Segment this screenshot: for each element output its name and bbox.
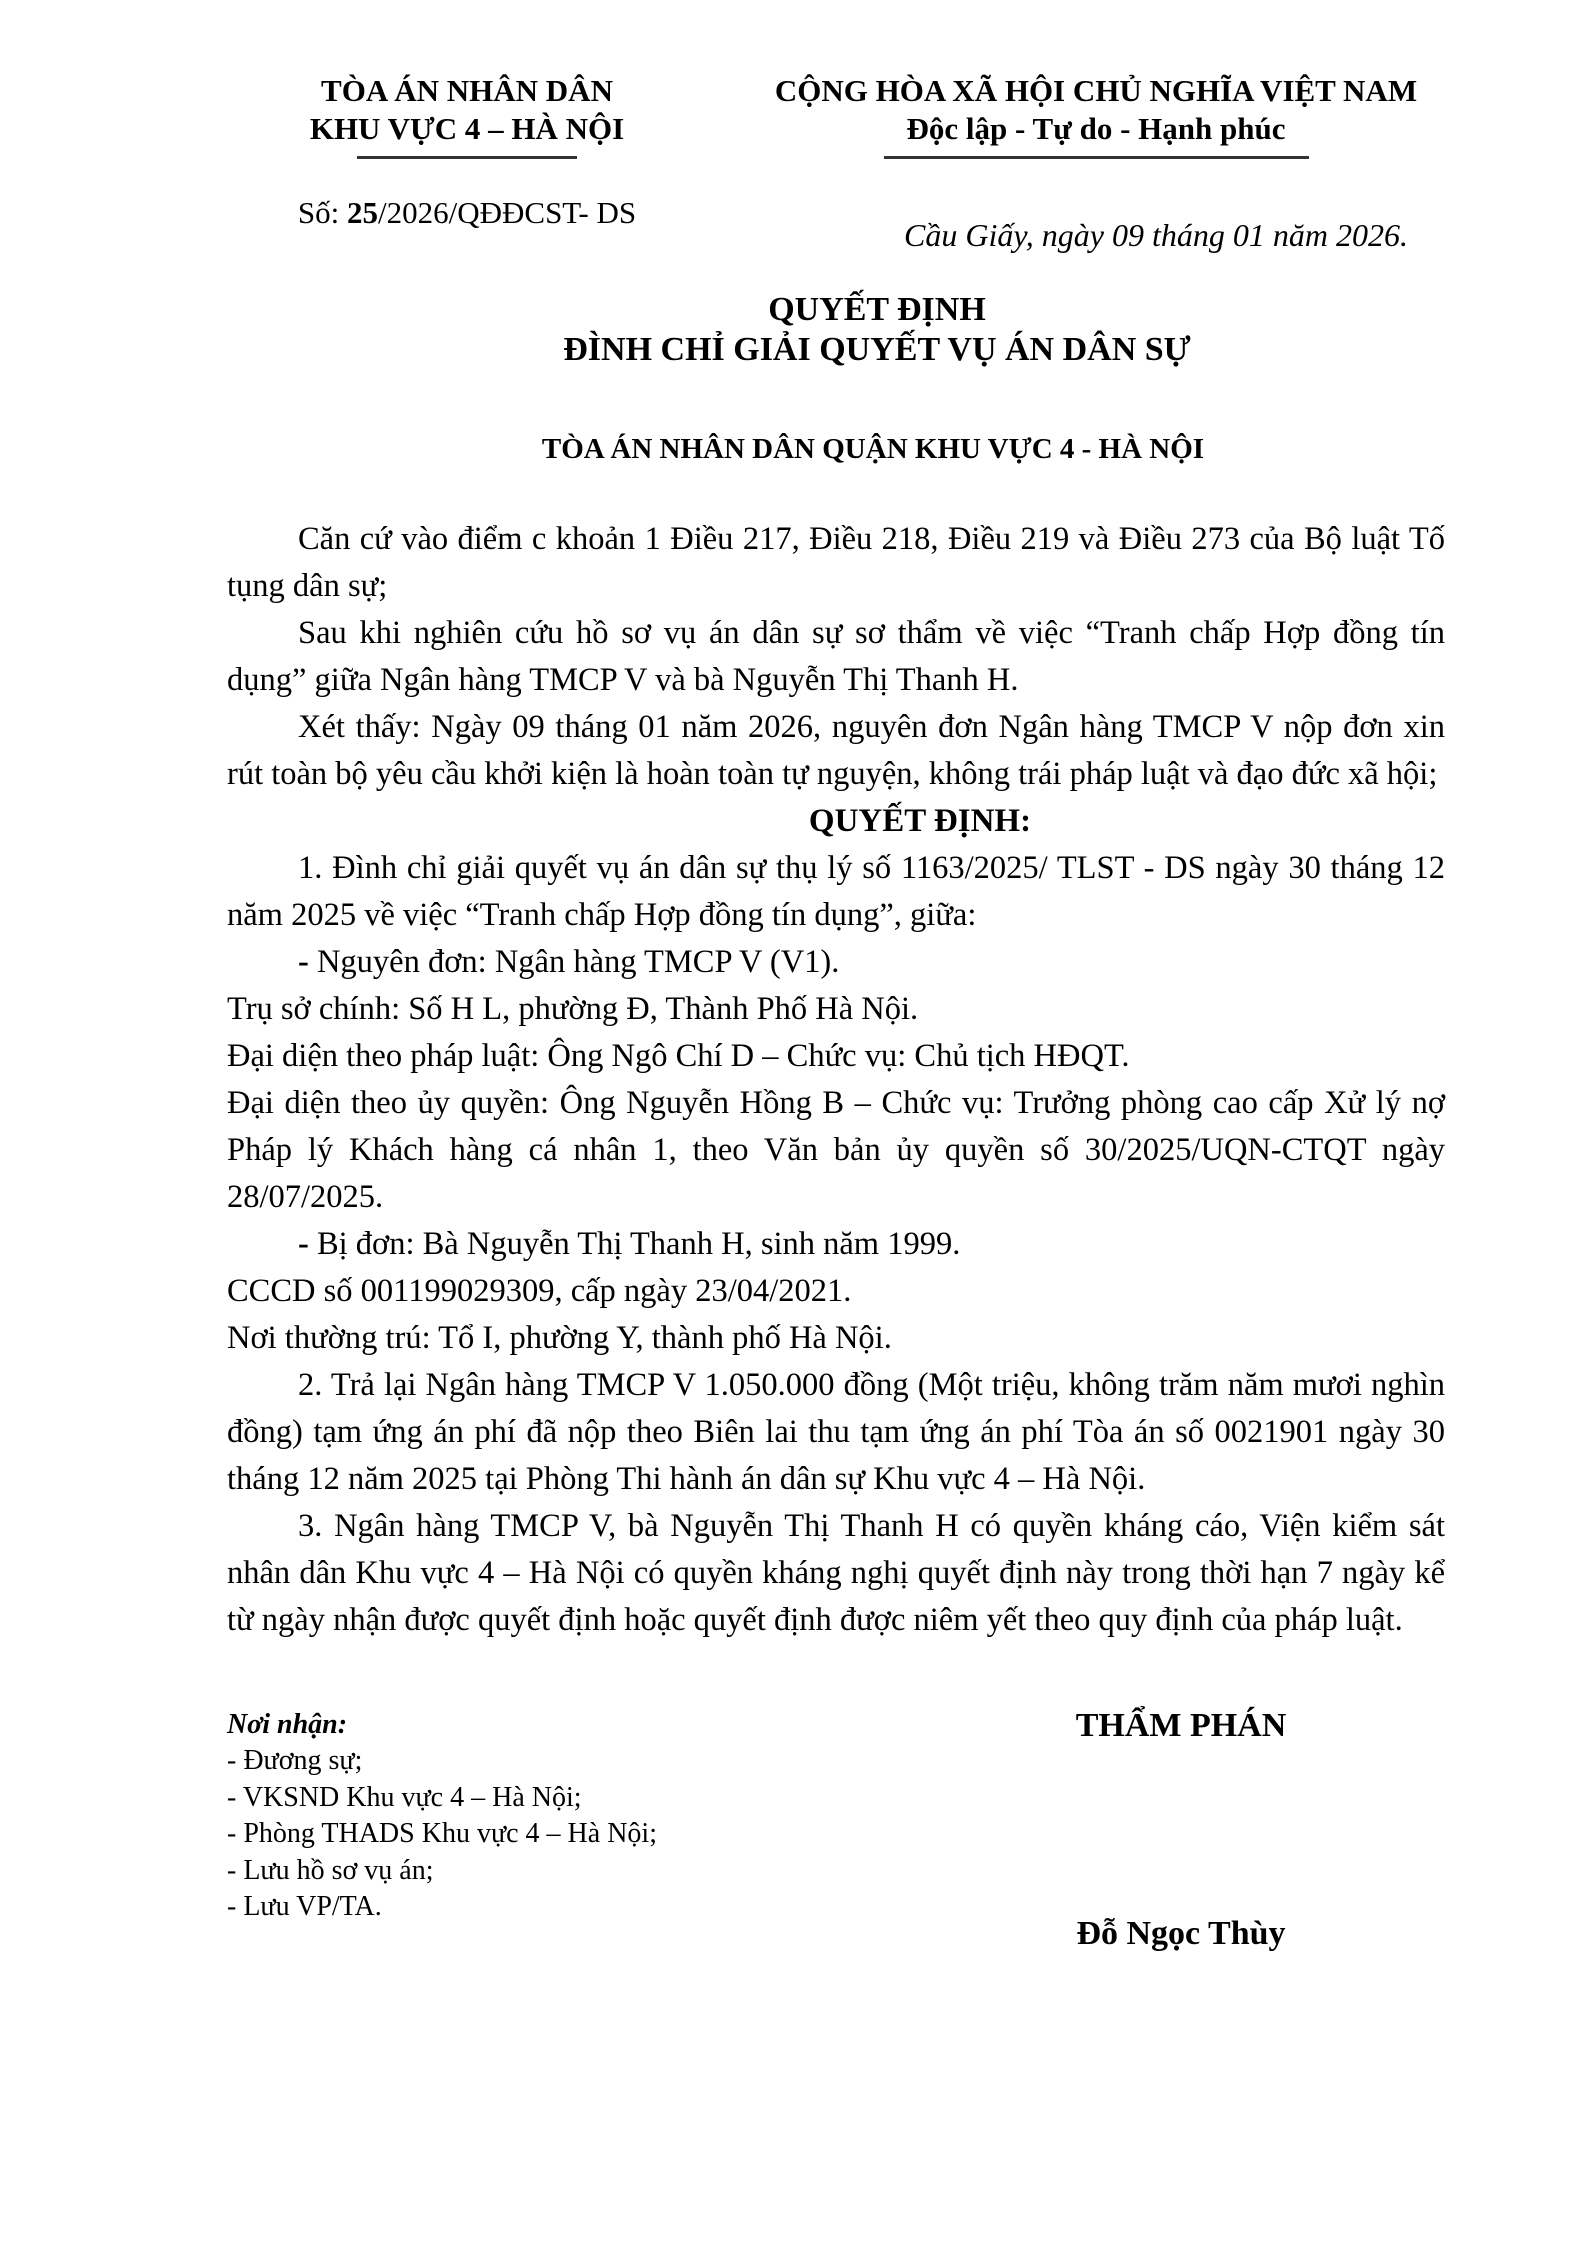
national-motto-underline: [884, 156, 1309, 159]
plaintiff-dash: -: [298, 944, 309, 980]
preamble-paragraph-3: Xét thấy: Ngày 09 tháng 01 năm 2026, nguyên đơn Ngân hàng TMCP V nộp đơn xin rút toàn bộ yêu cầu khởi kiện là hoàn toàn tự nguyện, không trái pháp luật và đạo đức xã hội;: [227, 709, 1445, 792]
document-header: [0, 0, 1586, 254]
preamble-paragraph-1: Căn cứ vào điểm c khoản 1 Điều 217, Điều 218, Điều 219 và Điều 273 của Bộ luật Tố tụng dân sự;: [227, 521, 1445, 604]
defendant-text: Bị đơn: Bà Nguyễn Thị Thanh H, sinh năm 1999.: [308, 1226, 961, 1262]
recipient-item: - VKSND Khu vực 4 – Hà Nội;: [227, 1781, 582, 1813]
recipients-block: [227, 1706, 827, 1954]
defendant-residence: Nơi thường trú: Tổ I, phường Y, thành phố Hà Nội.: [227, 1320, 892, 1356]
page-title-line2: ĐÌNH CHỈ GIẢI QUYẾT VỤ ÁN DÂN SỰ: [563, 331, 1191, 368]
signer-title: THẨM PHÁN: [1075, 1707, 1287, 1744]
plaintiff-line: [227, 939, 1445, 986]
defendant-dash: -: [298, 1226, 309, 1262]
recipient-item: - Lưu hồ sơ vụ án;: [227, 1854, 434, 1886]
signer-name: Đỗ Ngọc Thùy: [1076, 1915, 1286, 1952]
document-number-label: Số:: [297, 195, 347, 230]
decision-item-2: 2. Trả lại Ngân hàng TMCP V 1.050.000 đồng (Một triệu, không trăm năm mươi nghìn đồng) tạm ứng án phí đã nộp theo Biên lai thu tạm ứng án phí Tòa án số 0021901 ngày 30 tháng 12 năm 2025 tại Phòng Thi hành án dân sự Khu vực 4 – Hà Nội.: [227, 1367, 1445, 1497]
court-name-underline: [357, 156, 577, 159]
court-name-line2: KHU VỰC 4 – HÀ NỘI: [309, 111, 625, 146]
plaintiff-text: Nguyên đơn: Ngân hàng TMCP V (V1).: [308, 944, 840, 980]
court-name-line1: TÒA ÁN NHÂN DÂN: [321, 73, 613, 108]
defendant-id-card: CCCD số 001199029309, cấp ngày 23/04/2021.: [227, 1273, 852, 1309]
decision-item-3: 3. Ngân hàng TMCP V, bà Nguyễn Thị Thanh H có quyền kháng cáo, Viện kiểm sát nhân dân Khu vực 4 – Hà Nội có quyền kháng nghị quyết định này trong thời hạn 7 ngày kể từ ngày nhận được quyết định hoặc quyết định được niêm yết theo quy định của pháp luật.: [227, 1508, 1445, 1638]
legal-representative: Đại diện theo pháp luật: Ông Ngô Chí D – Chức vụ: Chủ tịch HĐQT.: [227, 1038, 1130, 1074]
document-body: [227, 516, 1445, 1644]
plaintiff-headquarters: Trụ sở chính: Số H L, phường Đ, Thành Phố Hà Nội.: [227, 991, 919, 1027]
document-number: [267, 195, 667, 231]
recipient-item: - Đương sự;: [227, 1745, 363, 1776]
national-title: CỘNG HÒA XÃ HỘI CHỦ NGHĨA VIỆT NAM: [774, 73, 1418, 108]
national-motto: Độc lập - Tự do - Hạnh phúc: [906, 111, 1286, 146]
decision-heading: QUYẾT ĐỊNH:: [808, 803, 1032, 839]
decision-item-1: 1. Đình chỉ giải quyết vụ án dân sự thụ lý số 1163/2025/ TLST - DS ngày 30 tháng 12 năm 2025 về việc “Tranh chấp Hợp đồng tín dụng”, giữa:: [227, 850, 1445, 933]
preamble-paragraph-2: Sau khi nghiên cứu hồ sơ vụ án dân sự sơ thẩm về việc “Tranh chấp Hợp đồng tín dụng” giữa Ngân hàng TMCP V và bà Nguyễn Thị Thanh H.: [227, 615, 1445, 698]
recipient-item: - Lưu VP/TA.: [227, 1891, 382, 1922]
authorized-representative: Đại diện theo ủy quyền: Ông Nguyễn Hồng B – Chức vụ: Trưởng phòng cao cấp Xử lý nợ Pháp lý Khách hàng cá nhân 1, theo Văn bản ủy quyền số 30/2025/UQN-CTQT ngày 28/07/2025.: [227, 1085, 1445, 1215]
court-header-block: [267, 72, 667, 231]
document-number-value: 25: [347, 195, 378, 230]
defendant-line: [227, 1221, 1445, 1268]
page-title: [84, 290, 1586, 370]
national-header-block: [696, 72, 1496, 254]
document-footer: [0, 1706, 1586, 1954]
recipient-item: - Phòng THADS Khu vực 4 – Hà Nội;: [227, 1818, 657, 1849]
place-and-date: Cầu Giấy, ngày 09 tháng 01 năm 2026.: [904, 217, 1408, 253]
issuer-court-name: TÒA ÁN NHÂN DÂN QUẬN KHU VỰC 4 - HÀ NỘI: [541, 433, 1205, 465]
recipients-label: Nơi nhận:: [227, 1709, 348, 1740]
signature-block: [971, 1706, 1391, 1954]
page-title-line1: QUYẾT ĐỊNH: [768, 291, 986, 328]
document-number-suffix: /2026/QĐĐCST- DS: [378, 195, 637, 230]
